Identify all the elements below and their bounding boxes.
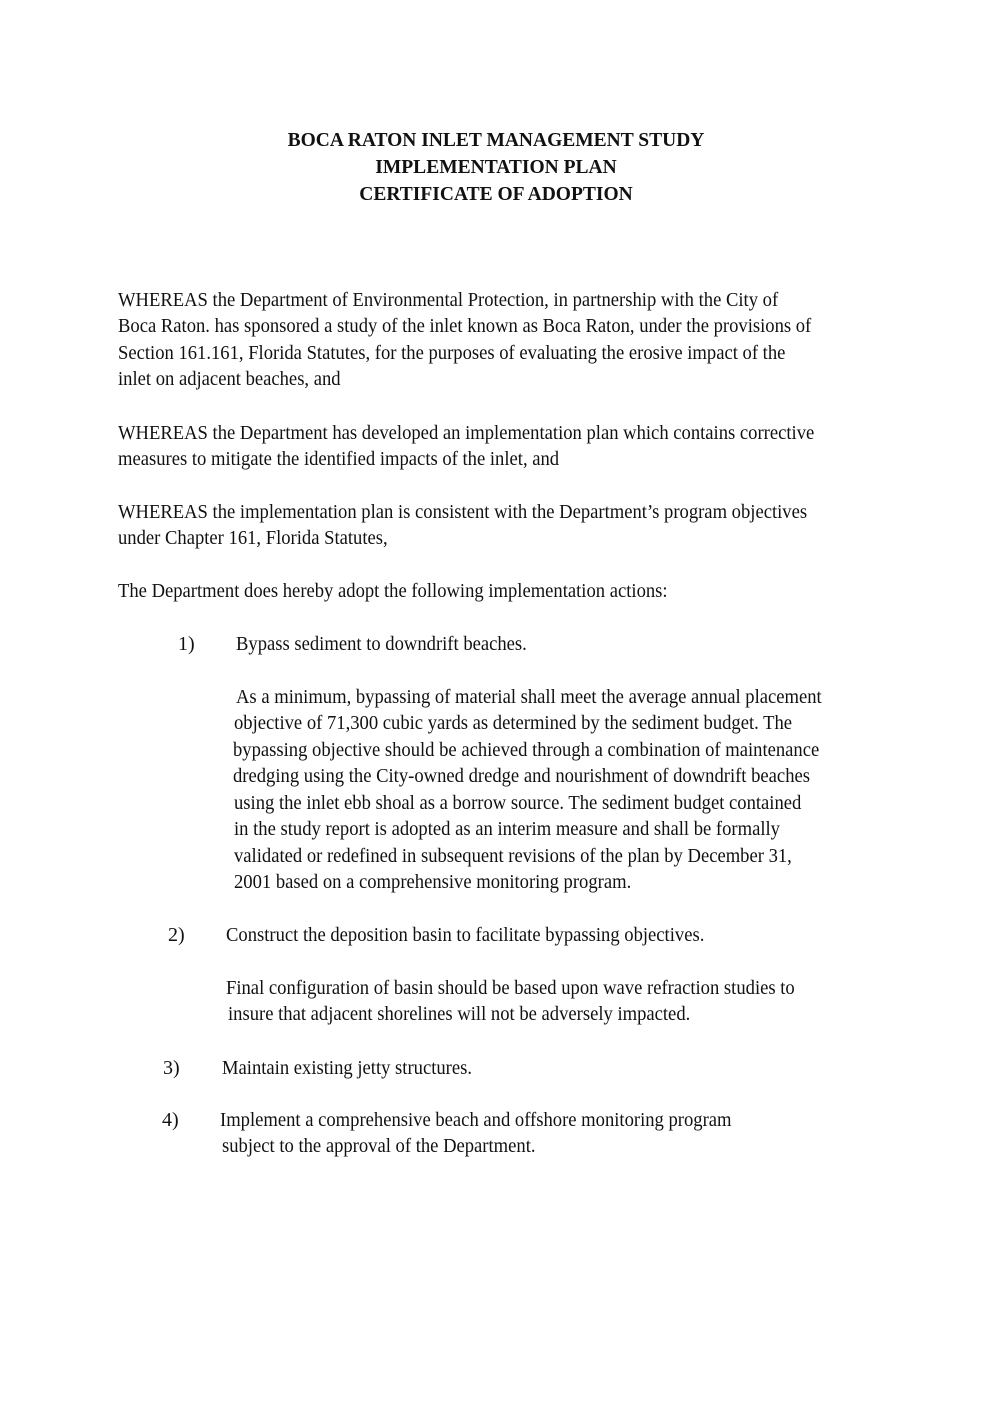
paragraph-line: Section 161.161, Florida Statutes, for the purposes of evaluating the erosive impact of the <box>118 342 786 364</box>
action-number: 3) <box>163 1057 180 1079</box>
action-detail-line: using the inlet ebb shoal as a borrow source. The sediment budget contained <box>234 792 802 814</box>
action-detail-line: dredging using the City-owned dredge and nourishment of downdrift beaches <box>233 765 810 787</box>
action-number: 2) <box>168 924 185 946</box>
action-heading: Bypass sediment to downdrift beaches. <box>236 633 527 655</box>
action-detail-line: validated or redefined in subsequent revisions of the plan by December 31, <box>234 845 792 867</box>
action-detail-line: Final configuration of basin should be based upon wave refraction studies to <box>226 977 795 999</box>
action-number: 1) <box>178 633 195 655</box>
paragraph-line: measures to mitigate the identified impacts of the inlet, and <box>118 448 560 470</box>
adopt-statement: The Department does hereby adopt the following implementation actions: <box>118 580 668 602</box>
action-detail-line: insure that adjacent shorelines will not be adversely impacted. <box>228 1003 691 1025</box>
paragraph-line: WHEREAS the implementation plan is consistent with the Department’s program objectives <box>118 501 808 523</box>
action-heading: Implement a comprehensive beach and offshore monitoring program <box>220 1109 732 1131</box>
action-detail-line: As a minimum, bypassing of material shall meet the average annual placement <box>236 686 822 708</box>
paragraph-line: WHEREAS the Department of Environmental Protection, in partnership with the City of <box>118 289 779 311</box>
action-heading-line-2: subject to the approval of the Department. <box>222 1135 536 1157</box>
paragraph-line: under Chapter 161, Florida Statutes, <box>118 527 388 549</box>
action-heading: Maintain existing jetty structures. <box>222 1057 473 1079</box>
action-detail-line: in the study report is adopted as an interim measure and shall be formally <box>234 818 780 840</box>
action-detail-line: 2001 based on a comprehensive monitoring program. <box>234 871 632 893</box>
title-line-2: IMPLEMENTATION PLAN <box>375 157 617 178</box>
title-line-1: BOCA RATON INLET MANAGEMENT STUDY <box>287 130 705 151</box>
action-detail-line: objective of 71,300 cubic yards as determined by the sediment budget. The <box>234 712 793 734</box>
action-number: 4) <box>162 1109 179 1131</box>
action-heading: Construct the deposition basin to facilitate bypassing objectives. <box>226 924 705 946</box>
paragraph-line: Boca Raton. has sponsored a study of the inlet known as Boca Raton, under the provisions of <box>118 315 812 337</box>
paragraph-line: inlet on adjacent beaches, and <box>118 368 341 390</box>
title-line-3: CERTIFICATE OF ADOPTION <box>359 184 633 205</box>
paragraph-line: WHEREAS the Department has developed an implementation plan which contains corrective <box>118 422 815 444</box>
action-detail-line: bypassing objective should be achieved through a combination of maintenance <box>233 739 820 761</box>
